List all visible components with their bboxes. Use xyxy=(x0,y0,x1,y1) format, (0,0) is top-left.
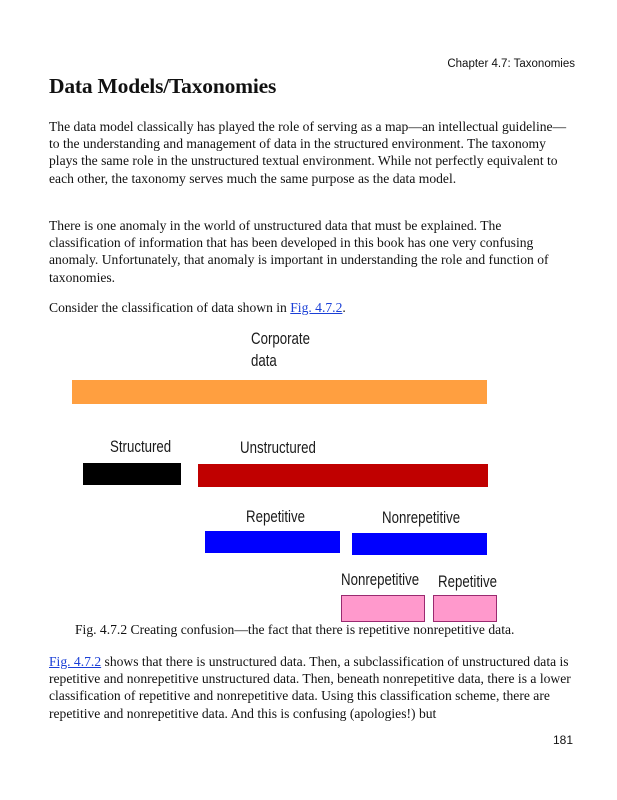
corporate-label-line2: data xyxy=(251,351,277,370)
paragraph-2: There is one anomaly in the world of unstructured data that must be explained. The classification of information that has been developed in this book has one very confusing anomaly. Unfortunately, that anomaly is important in understanding the role and function of taxonomies. xyxy=(49,218,549,285)
nonrepetitive-bar xyxy=(352,533,487,555)
figure-link-2[interactable]: Fig. 4.7.2 xyxy=(49,654,102,669)
corporate-data-label xyxy=(251,328,310,372)
page-title: Data Models/Taxonomies xyxy=(49,74,277,98)
paragraph-4-text: shows that there is unstructured data. Then, a subclassification of unstructured data is repetitive and nonrepetitive unstructured data. Then, beneath nonrepetitive data, there is a lower classification of repetitive and nonrepetitive data. Using this classification scheme, there are repetitive and nonrepetitive data. And this is confusing (apologies!) but xyxy=(49,654,571,721)
sub-nonrepetitive-label: Nonrepetitive xyxy=(341,570,420,589)
sub-nonrepetitive-bar xyxy=(341,595,425,622)
unstructured-bar xyxy=(198,464,488,487)
sub-repetitive-label: Repetitive xyxy=(438,572,497,591)
structured-label: Structured xyxy=(110,437,172,456)
repetitive-bar xyxy=(205,531,340,553)
page-number: 181 xyxy=(552,733,573,747)
running-head: Chapter 4.7: Taxonomies xyxy=(447,58,575,70)
paragraph-1: The data model classically has played the role of serving as a map—an intellectual guideline—to the understanding and management of data in the structured environment. The taxonomy plays the same role in the unstructured textual environment. While not perfectly equivalent to each other, the taxonomy serves much the same purpose as the data model. xyxy=(49,119,567,186)
paragraph-3-end: . xyxy=(342,300,346,315)
paragraph-3 xyxy=(49,299,571,316)
paragraph-3-text: Consider the classification of data shown in xyxy=(49,300,291,315)
nonrepetitive-label: Nonrepetitive xyxy=(382,508,461,527)
paragraph-4 xyxy=(49,653,571,722)
repetitive-label: Repetitive xyxy=(246,507,305,526)
sub-repetitive-bar xyxy=(433,595,497,622)
figure-caption: Fig. 4.7.2 Creating confusion—the fact that there is repetitive nonrepetitive data. xyxy=(75,622,515,637)
unstructured-label: Unstructured xyxy=(240,438,316,457)
corporate-data-bar xyxy=(72,380,487,404)
structured-bar xyxy=(83,463,181,485)
figure-link[interactable]: Fig. 4.7.2 xyxy=(290,300,343,315)
corporate-label-line1: Corporate xyxy=(251,329,310,348)
